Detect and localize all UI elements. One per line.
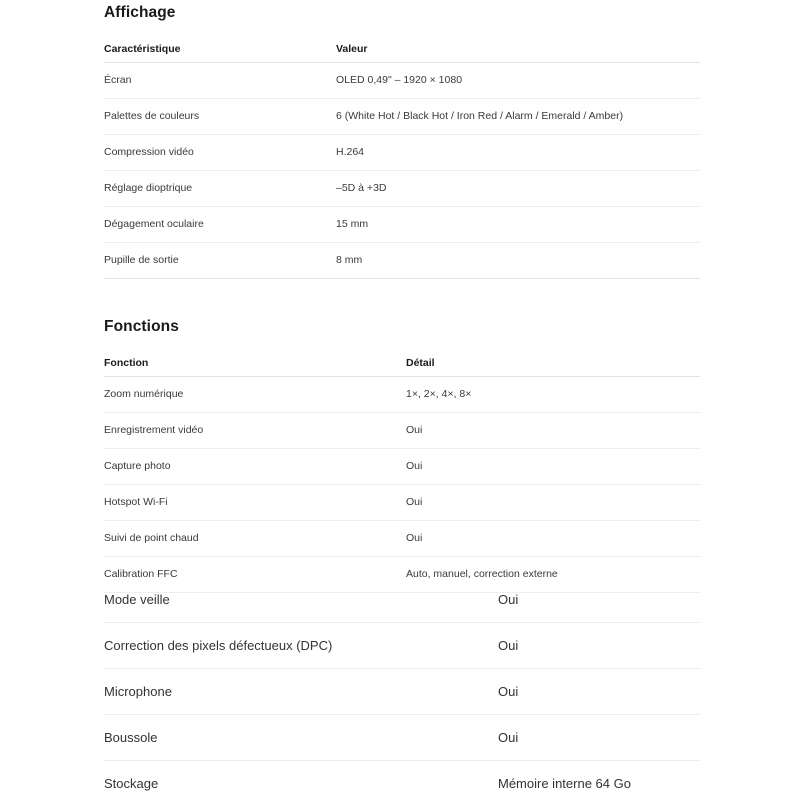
specs-table-fonctions: [104, 352, 700, 593]
table-row: [104, 242, 700, 278]
row-key: Hotspot Wi-Fi: [104, 484, 406, 520]
table-row: [104, 448, 700, 484]
row-value: –5D à +3D: [336, 170, 700, 206]
row-key: Palettes de couleurs: [104, 98, 336, 134]
table-row: [104, 715, 700, 761]
row-key: Dégagement oculaire: [104, 206, 336, 242]
row-value: Auto, manuel, correction externe: [406, 556, 700, 592]
table-row: [104, 376, 700, 412]
row-key: Capture photo: [104, 448, 406, 484]
row-value: Oui: [498, 669, 700, 715]
row-key: Stockage: [104, 761, 498, 806]
specs-table-fonctions-continued: [104, 577, 700, 806]
column-header-value: Valeur: [336, 38, 700, 63]
table-header-row: [104, 38, 700, 63]
row-key: Zoom numérique: [104, 376, 406, 412]
table-row: [104, 62, 700, 98]
table-row: [104, 412, 700, 448]
row-value: Oui: [498, 623, 700, 669]
column-header-characteristic: Caractéristique: [104, 38, 336, 63]
section-title-affichage: Affichage: [104, 5, 704, 21]
row-value: OLED 0,49" – 1920 × 1080: [336, 62, 700, 98]
row-value: Oui: [498, 577, 700, 623]
row-value: 8 mm: [336, 242, 700, 278]
section-fonctions: [104, 319, 704, 593]
row-key: Mode veille: [104, 577, 498, 623]
row-value: Mémoire interne 64 Go: [498, 761, 700, 806]
row-value: Oui: [406, 448, 700, 484]
column-header-detail: Détail: [406, 352, 700, 377]
table-row: [104, 484, 700, 520]
column-header-function: Fonction: [104, 352, 406, 377]
row-key: Suivi de point chaud: [104, 520, 406, 556]
section-title-fonctions: Fonctions: [104, 319, 704, 335]
specs-table-affichage: [104, 38, 700, 279]
row-key: Réglage dioptrique: [104, 170, 336, 206]
row-value: 1×, 2×, 4×, 8×: [406, 376, 700, 412]
table-row: [104, 577, 700, 623]
row-value: Oui: [406, 484, 700, 520]
table-header-row: [104, 352, 700, 377]
row-value: Oui: [498, 715, 700, 761]
table-row: [104, 206, 700, 242]
table-row: [104, 520, 700, 556]
row-key: Correction des pixels défectueux (DPC): [104, 623, 498, 669]
row-value: Oui: [406, 520, 700, 556]
row-key: Boussole: [104, 715, 498, 761]
row-key: Compression vidéo: [104, 134, 336, 170]
table-row: [104, 623, 700, 669]
row-value: Oui: [406, 412, 700, 448]
row-key: Enregistrement vidéo: [104, 412, 406, 448]
table-row: [104, 98, 700, 134]
table-row: [104, 170, 700, 206]
row-key: Calibration FFC: [104, 556, 406, 592]
row-value: H.264: [336, 134, 700, 170]
row-key: Écran: [104, 62, 336, 98]
row-key: Pupille de sortie: [104, 242, 336, 278]
row-value: 15 mm: [336, 206, 700, 242]
row-value: 6 (White Hot / Black Hot / Iron Red / Alarm / Emerald / Amber): [336, 98, 700, 134]
table-row: [104, 761, 700, 806]
row-key: Microphone: [104, 669, 498, 715]
section-affichage: [104, 5, 704, 279]
table-row: [104, 669, 700, 715]
table-row: [104, 134, 700, 170]
